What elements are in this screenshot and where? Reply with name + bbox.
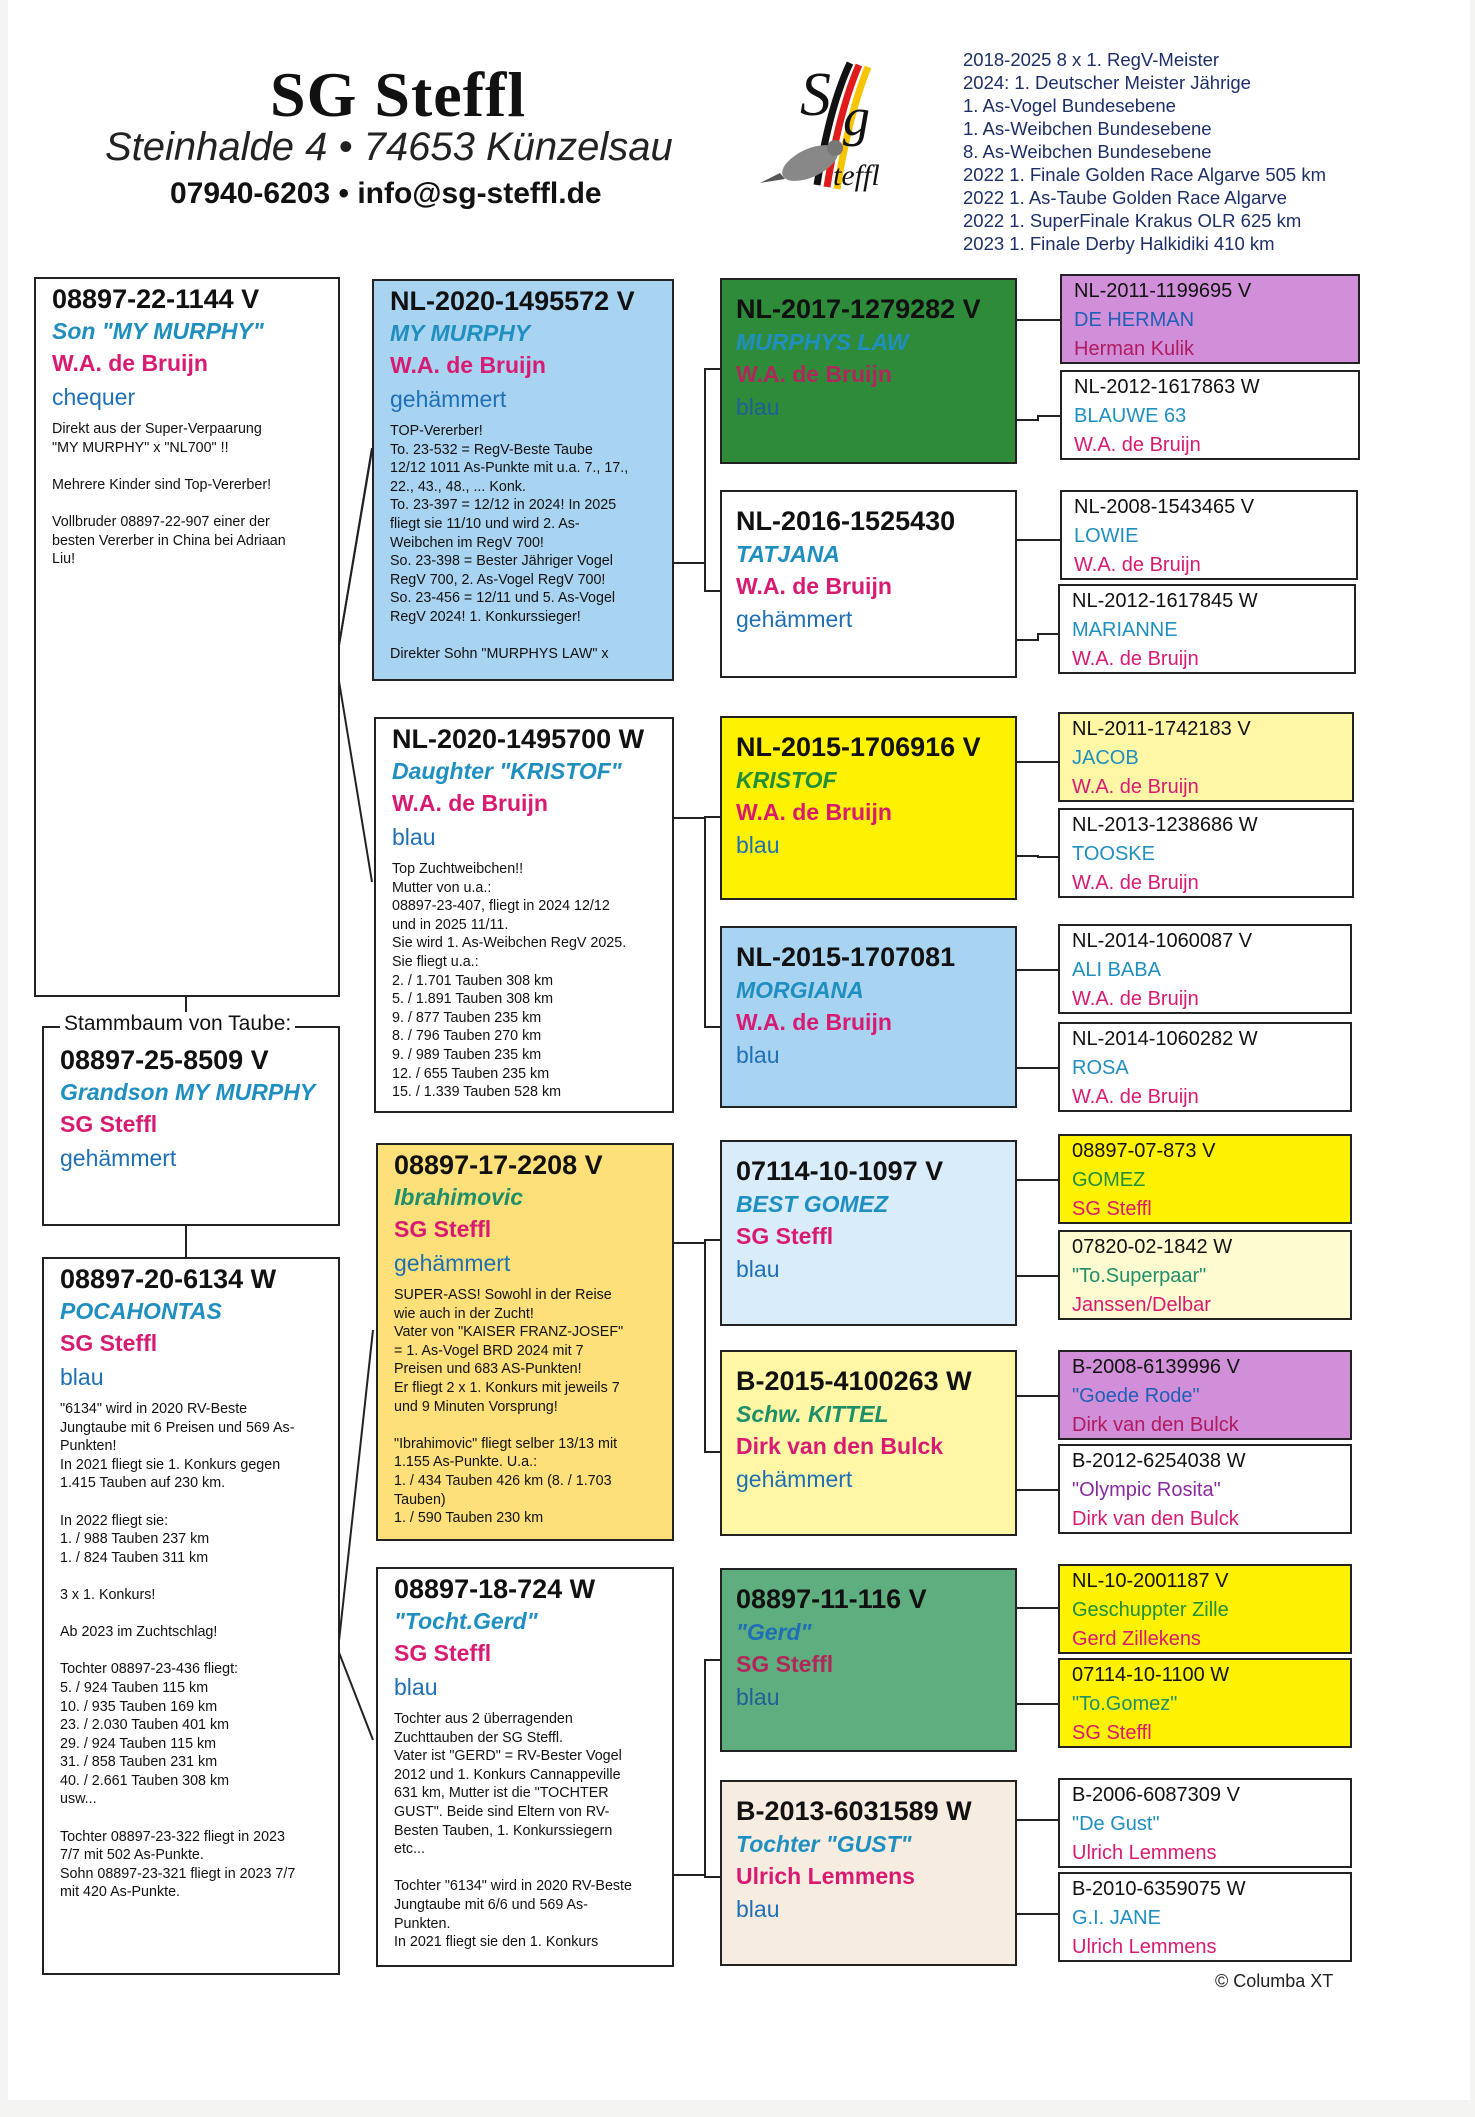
- breeder: W.A. de Bruijn: [1072, 1086, 1199, 1108]
- breeder: W.A. de Bruijn: [1072, 648, 1199, 670]
- ring-number: 08897-07-873 V: [1072, 1140, 1216, 1162]
- father-card: [34, 277, 340, 997]
- breeder: W.A. de Bruijn: [736, 799, 892, 825]
- achievement: 1. As-Weibchen Bundesebene: [963, 118, 1212, 139]
- pigeon-name: ALI BABA: [1072, 959, 1161, 981]
- gen3-card-4: [720, 926, 1017, 1108]
- ring-number: NL-2020-1495700 W: [392, 724, 645, 754]
- gen4-card-3: [1060, 490, 1358, 580]
- gen4-card-5: [1058, 712, 1354, 802]
- breeder: SG Steffl: [60, 1330, 158, 1356]
- pigeon-name: MURPHYS LAW: [736, 329, 909, 355]
- gen4-card-6: [1058, 808, 1354, 898]
- pigeon-color: blau: [736, 1042, 780, 1068]
- pigeon-name: LOWIE: [1074, 525, 1139, 547]
- breeder: SG Steffl: [736, 1223, 834, 1249]
- pigeon-color: gehämmert: [736, 606, 853, 632]
- achievement: 2024: 1. Deutscher Meister Jährige: [963, 72, 1251, 93]
- pigeon-name: "To.Gomez": [1072, 1693, 1178, 1715]
- gen4-card-14: [1058, 1658, 1352, 1748]
- breeder: Dirk van den Bulck: [1072, 1414, 1239, 1436]
- pigeon-name: MORGIANA: [736, 977, 864, 1003]
- breeder: Dirk van den Bulck: [1072, 1508, 1239, 1530]
- breeder: W.A. de Bruijn: [1074, 554, 1201, 576]
- breeder: SG Steffl: [60, 1111, 158, 1137]
- breeder: SG Steffl: [736, 1651, 834, 1677]
- ring-number: NL-2011-1742183 V: [1072, 718, 1251, 740]
- breeder: W.A. de Bruijn: [1072, 988, 1199, 1010]
- pigeon-color: blau: [736, 394, 780, 420]
- pigeon-color: blau: [60, 1364, 104, 1390]
- pigeon-name: Geschuppter Zille: [1072, 1599, 1229, 1621]
- gen3-card-3: [720, 716, 1017, 900]
- grandfather-paternal-card: [372, 279, 674, 681]
- achievement: 1. As-Vogel Bundesebene: [963, 95, 1176, 116]
- pigeon-notes: Tochter aus 2 überragenden Zuchttauben der SG Steffl. Vater ist "GERD" = RV-Bester Vogel 2012 und 1. Konkurs Cannappeville 631 km, Mutter ist die "TOCHTER GUST". Beide sind Eltern von RV- Besten Tauben, 1. Konkurssiegern etc... Tochter "6134" wird in 2020 RV-Beste Jungtaube mit 6/6 und 569 As- Punkten. In 2021 fliegt sie den 1. Konkurs: [394, 1711, 632, 1951]
- breeder: Ulrich Lemmens: [736, 1863, 915, 1889]
- gen3-card-7: [720, 1568, 1017, 1752]
- ring-number: 08897-17-2208 V: [394, 1150, 603, 1180]
- pigeon-name: Schw. KITTEL: [736, 1401, 889, 1427]
- gen4-card-9: [1058, 1134, 1352, 1224]
- pigeon-notes: TOP-Vererber! To. 23-532 = RegV-Beste Taube 12/12 1011 As-Punkte mit u.a. 7., 17., 22., 43., 48., ... Konk. To. 23-397 = 12/12 in 2024! In 2025 fliegt sie 11/10 und wird 2. As- Weibchen im RegV 700! So. 23-398 = Bester Jähriger Vogel RegV 700, 2. As-Vogel RegV 700! So. 23-456 = 12/11 und 5. As-Vogel RegV 2024! 1. Konkurssieger! Direkter Sohn "MURPHYS LAW" x: [390, 423, 629, 663]
- pedigree-label: Stammbaum von Taube:: [60, 1012, 295, 1036]
- loft-address: Steinhalde 4 • 74653 Künzelsau: [105, 125, 673, 169]
- breeder: Herman Kulik: [1074, 338, 1195, 360]
- pigeon-name: TOOSKE: [1072, 843, 1155, 865]
- gen4-card-11: [1058, 1350, 1352, 1440]
- breeder: W.A. de Bruijn: [736, 361, 892, 387]
- breeder: Gerd Zillekens: [1072, 1628, 1201, 1650]
- achievement: 2018-2025 8 x 1. RegV-Meister: [963, 49, 1220, 70]
- pigeon-color: chequer: [52, 384, 136, 410]
- pigeon-name: BEST GOMEZ: [736, 1191, 889, 1217]
- pigeon-name: KRISTOF: [736, 767, 837, 793]
- mother-card: [42, 1257, 340, 1975]
- gen3-card-8: [720, 1780, 1017, 1966]
- ring-number: 07114-10-1097 V: [736, 1156, 944, 1186]
- gen4-card-7: [1058, 924, 1352, 1014]
- loft-contact: 07940-6203 • info@sg-steffl.de: [170, 177, 602, 210]
- pigeon-color: blau: [736, 1684, 780, 1710]
- svg-text:g: g: [843, 87, 870, 147]
- breeder: SG Steffl: [394, 1216, 492, 1242]
- ring-number: NL-2012-1617845 W: [1072, 590, 1258, 612]
- achievement: 8. As-Weibchen Bundesebene: [963, 141, 1212, 162]
- pigeon-color: blau: [736, 1256, 780, 1282]
- breeder: W.A. de Bruijn: [736, 573, 892, 599]
- grandfather-maternal-card: [376, 1143, 674, 1541]
- achievement: 2023 1. Finale Derby Halkidiki 410 km: [963, 233, 1275, 254]
- gen3-card-5: [720, 1140, 1017, 1326]
- breeder: Dirk van den Bulck: [736, 1433, 944, 1459]
- pigeon-notes: Top Zuchtweibchen!! Mutter von u.a.: 08897-23-407, fliegt in 2024 12/12 und in 2025 11/11. Sie wird 1. As-Weibchen RegV 2025. Sie fliegt u.a.: 2. / 1.701 Tauben 308 km 5. / 1.891 Tauben 308 km 9. / 877 Tauben 235 km 8. / 796 Tauben 270 km 9. / 989 Tauben 235 km 12. / 655 Tauben 235 km 15. / 1.339 Tauben 528 km: [392, 861, 627, 1101]
- loft-name: SG Steffl: [270, 59, 527, 130]
- ring-number: NL-2017-1279282 V: [736, 294, 981, 324]
- gen3-card-2: [720, 490, 1017, 678]
- ring-number: NL-10-2001187 V: [1072, 1570, 1229, 1592]
- ring-number: NL-2008-1543465 V: [1074, 496, 1255, 518]
- pigeon-notes: Direkt aus der Super-Verpaarung "MY MURPHY" x "NL700" !! Mehrere Kinder sind Top-Vererber! Vollbruder 08897-22-907 einer der besten Vererber in China bei Adriaan Liu!: [52, 421, 286, 568]
- gen4-card-4: [1058, 584, 1356, 674]
- pigeon-name: "Olympic Rosita": [1072, 1479, 1221, 1501]
- ring-number: 07820-02-1842 W: [1072, 1236, 1233, 1258]
- pigeon-color: blau: [736, 1896, 780, 1922]
- ring-number: B-2013-6031589 W: [736, 1796, 972, 1826]
- pigeon-color: gehämmert: [736, 1466, 853, 1492]
- breeder: W.A. de Bruijn: [1072, 872, 1199, 894]
- ring-number: NL-2014-1060087 V: [1072, 930, 1253, 952]
- gen4-card-2: [1060, 370, 1360, 460]
- breeder: Janssen/Delbar: [1072, 1294, 1211, 1316]
- ring-number: B-2010-6359075 W: [1072, 1878, 1246, 1900]
- pigeon-color: gehämmert: [390, 386, 507, 412]
- pigeon-name: GOMEZ: [1072, 1169, 1146, 1191]
- gen4-card-1: [1060, 274, 1360, 364]
- breeder: W.A. de Bruijn: [390, 352, 546, 378]
- gen4-card-15: [1058, 1778, 1352, 1868]
- ring-number: 08897-22-1144 V: [52, 284, 260, 314]
- ring-number: 08897-25-8509 V: [60, 1045, 269, 1075]
- pigeon-name: "De Gust": [1072, 1813, 1160, 1835]
- ring-number: B-2006-6087309 V: [1072, 1784, 1240, 1806]
- pigeon-name: JACOB: [1072, 747, 1139, 769]
- breeder: Ulrich Lemmens: [1072, 1842, 1217, 1864]
- breeder: SG Steffl: [1072, 1722, 1152, 1744]
- achievement: 2022 1. Finale Golden Race Algarve 505 km: [963, 164, 1327, 185]
- pigeon-notes: SUPER-ASS! Sowohl in der Reise wie auch in der Zucht! Vater von "KAISER FRANZ-JOSEF" = 1. As-Vogel BRD 2024 mit 7 Preisen und 683 AS-Punkten! Er fliegt 2 x 1. Konkurs mit jeweils 7 und 9 Minuten Vorsprung! "Ibrahimovic" fliegt selber 13/13 mit 1.155 As-Punkte. U.a.: 1. / 434 Tauben 426 km (8. / 1.703 Tauben) 1. / 590 Tauben 230 km: [394, 1287, 624, 1527]
- subject-card: [42, 1026, 340, 1226]
- pigeon-color: blau: [736, 832, 780, 858]
- gen4-card-12: [1058, 1444, 1352, 1534]
- ring-number: NL-2016-1525430: [736, 506, 956, 536]
- ring-number: NL-2015-1706916 V: [736, 732, 981, 762]
- breeder: W.A. de Bruijn: [736, 1009, 892, 1035]
- breeder: Ulrich Lemmens: [1072, 1936, 1217, 1958]
- pigeon-name: G.I. JANE: [1072, 1907, 1161, 1929]
- pigeon-name: Son "MY MURPHY": [52, 318, 264, 344]
- ring-number: NL-2013-1238686 W: [1072, 814, 1258, 836]
- breeder: SG Steffl: [1072, 1198, 1152, 1220]
- pigeon-name: Grandson MY MURPHY: [60, 1079, 316, 1105]
- ring-number: 08897-11-116 V: [736, 1584, 927, 1614]
- ring-number: 08897-18-724 W: [394, 1574, 596, 1604]
- pigeon-name: Daughter "KRISTOF": [392, 758, 622, 784]
- ring-number: NL-2014-1060282 W: [1072, 1028, 1258, 1050]
- gen4-card-13: [1058, 1564, 1352, 1654]
- grandmother-maternal-card: [376, 1567, 674, 1967]
- pigeon-color: blau: [394, 1674, 438, 1700]
- breeder: SG Steffl: [394, 1640, 492, 1666]
- breeder: W.A. de Bruijn: [52, 350, 208, 376]
- gen3-card-1: [720, 278, 1017, 464]
- ring-number: B-2012-6254038 W: [1072, 1450, 1246, 1472]
- ring-number: NL-2015-1707081: [736, 942, 956, 972]
- pigeon-color: gehämmert: [394, 1250, 511, 1276]
- achievement: 2022 1. SuperFinale Krakus OLR 625 km: [963, 210, 1302, 231]
- pigeon-name: "Gerd": [736, 1619, 812, 1645]
- svg-text:teffl: teffl: [833, 159, 880, 192]
- svg-text:S: S: [800, 61, 831, 129]
- ring-number: NL-2012-1617863 W: [1074, 376, 1260, 398]
- pigeon-name: MY MURPHY: [390, 320, 531, 346]
- pigeon-name: BLAUWE 63: [1074, 405, 1187, 427]
- gen4-card-8: [1058, 1022, 1352, 1112]
- grandmother-paternal-card: [374, 717, 674, 1113]
- gen4-card-10: [1058, 1230, 1352, 1320]
- ring-number: NL-2020-1495572 V: [390, 286, 635, 316]
- pigeon-color: blau: [392, 824, 436, 850]
- ring-number: NL-2011-1199695 V: [1074, 280, 1252, 302]
- pigeon-name: Tochter "GUST": [736, 1831, 912, 1857]
- pigeon-name: "To.Superpaar": [1072, 1265, 1207, 1287]
- pigeon-name: "Goede Rode": [1072, 1385, 1200, 1407]
- pigeon-color: gehämmert: [60, 1145, 177, 1171]
- breeder: W.A. de Bruijn: [1072, 776, 1199, 798]
- gen4-card-16: [1058, 1872, 1352, 1962]
- ring-number: B-2008-6139996 V: [1072, 1356, 1240, 1378]
- pigeon-name: Ibrahimovic: [394, 1184, 524, 1210]
- ring-number: 08897-20-6134 W: [60, 1264, 277, 1294]
- pigeon-name: ROSA: [1072, 1057, 1129, 1079]
- achievement: 2022 1. As-Taube Golden Race Algarve: [963, 187, 1287, 208]
- pigeon-name: "Tocht.Gerd": [394, 1608, 538, 1634]
- software-credit: © Columba XT: [1215, 1971, 1334, 1991]
- pigeon-name: MARIANNE: [1072, 619, 1178, 641]
- pigeon-name: POCAHONTAS: [60, 1298, 222, 1324]
- pigeon-name: DE HERMAN: [1074, 309, 1195, 331]
- ring-number: 07114-10-1100 W: [1072, 1664, 1230, 1686]
- ring-number: B-2015-4100263 W: [736, 1366, 972, 1396]
- pigeon-notes: "6134" wird in 2020 RV-Beste Jungtaube mit 6 Preisen und 569 As- Punkten! In 2021 fliegt sie 1. Konkurs gegen 1.415 Tauben auf 230 km. In 2022 fliegt sie: 1. / 988 Tauben 237 km 1. / 824 Tauben 311 km 3 x 1. Konkurs! Ab 2023 im Zuchtschlag! Tochter 08897-23-436 fliegt: 5. / 924 Tauben 115 km 10. / 935 Tauben 169 km 23. / 2.030 Tauben 401 km 29. / 924 Tauben 115 km 31. / 858 Tauben 231 km 40. / 2.661 Tauben 308 km usw... Tochter 08897-23-322 fliegt in 2023 7/7 mit 502 As-Punkte. Sohn 08897-23-321 fliegt in 2023 7/7 mit 420 As-Punkte.: [60, 1401, 296, 1901]
- pigeon-name: TATJANA: [736, 541, 840, 567]
- breeder: W.A. de Bruijn: [1074, 434, 1201, 456]
- breeder: W.A. de Bruijn: [392, 790, 548, 816]
- gen3-card-6: [720, 1350, 1017, 1536]
